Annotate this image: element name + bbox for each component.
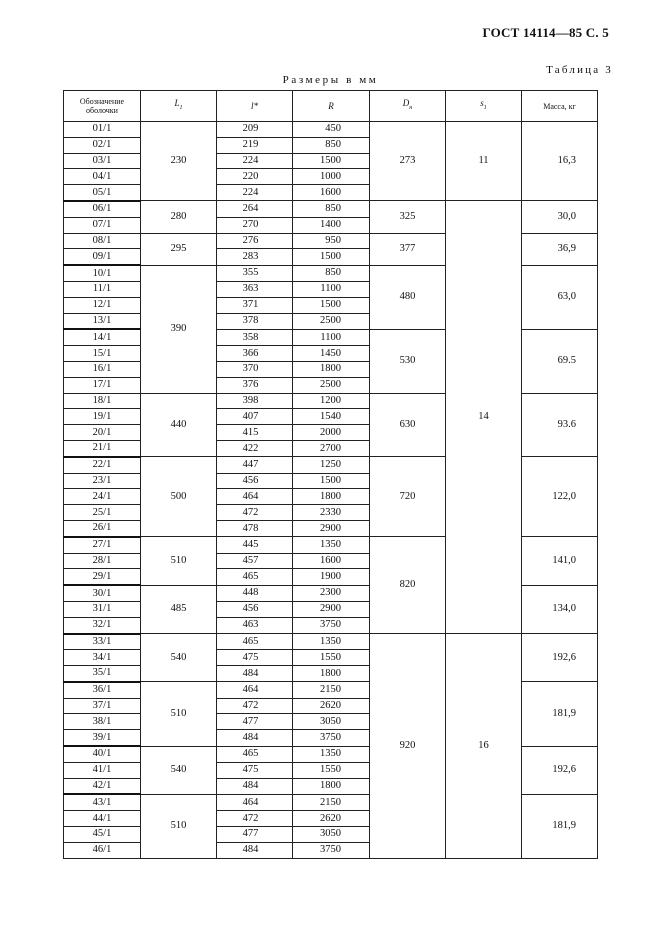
- designation-cell: 12/1: [64, 297, 141, 313]
- l-cell: 366: [217, 346, 293, 362]
- l-cell: 456: [217, 473, 293, 489]
- l-cell: 264: [217, 201, 293, 217]
- dn-cell: 377: [370, 233, 446, 265]
- header-dn: $D_н$: [370, 91, 446, 122]
- r-cell: 2620: [293, 811, 370, 827]
- dn-cell: 720: [370, 457, 446, 537]
- dimensions-table: [63, 90, 598, 859]
- r-cell: 450: [293, 122, 370, 138]
- designation-cell: 05/1: [64, 185, 141, 201]
- designation-cell: 30/1: [64, 585, 141, 601]
- l-cell: 370: [217, 361, 293, 377]
- mass-cell: 36,9: [522, 233, 598, 265]
- r-cell: 2330: [293, 505, 370, 521]
- mass-cell: 122,0: [522, 457, 598, 537]
- l-cell: 447: [217, 457, 293, 473]
- l1-cell: 295: [141, 233, 217, 265]
- mass-cell: 192,6: [522, 746, 598, 794]
- designation-cell: 03/1: [64, 153, 141, 169]
- l-cell: 472: [217, 811, 293, 827]
- r-cell: 2150: [293, 794, 370, 810]
- r-cell: 1540: [293, 409, 370, 425]
- l-cell: 407: [217, 409, 293, 425]
- designation-cell: 21/1: [64, 440, 141, 456]
- l-cell: 463: [217, 617, 293, 633]
- r-cell: 950: [293, 233, 370, 249]
- r-cell: 1200: [293, 393, 370, 409]
- dn-cell: 480: [370, 265, 446, 329]
- r-cell: 3050: [293, 714, 370, 730]
- l1-cell: 540: [141, 634, 217, 682]
- l-cell: 484: [217, 666, 293, 682]
- table-row: [64, 122, 598, 138]
- header-r: R: [293, 91, 370, 122]
- l-cell: 378: [217, 313, 293, 329]
- l-cell: 283: [217, 249, 293, 265]
- designation-cell: 19/1: [64, 409, 141, 425]
- designation-cell: 31/1: [64, 601, 141, 617]
- table-header-row: [64, 91, 598, 122]
- r-cell: 1800: [293, 778, 370, 794]
- r-cell: 1600: [293, 185, 370, 201]
- mass-cell: 141,0: [522, 537, 598, 585]
- r-cell: 1500: [293, 473, 370, 489]
- mass-cell: 69.5: [522, 329, 598, 393]
- r-cell: 3750: [293, 730, 370, 746]
- r-cell: 2500: [293, 377, 370, 393]
- l1-cell: 440: [141, 393, 217, 457]
- l-cell: 363: [217, 281, 293, 297]
- dn-cell: 820: [370, 537, 446, 634]
- designation-cell: 34/1: [64, 650, 141, 666]
- l-cell: 465: [217, 746, 293, 762]
- r-cell: 1350: [293, 746, 370, 762]
- r-cell: 1550: [293, 650, 370, 666]
- l1-cell: 390: [141, 265, 217, 393]
- r-cell: 2900: [293, 601, 370, 617]
- designation-cell: 26/1: [64, 520, 141, 536]
- r-cell: 2150: [293, 682, 370, 698]
- designation-cell: 14/1: [64, 329, 141, 345]
- mass-cell: 181,9: [522, 794, 598, 858]
- dn-cell: 325: [370, 201, 446, 233]
- l-cell: 464: [217, 489, 293, 505]
- l-cell: 465: [217, 569, 293, 585]
- designation-cell: 08/1: [64, 233, 141, 249]
- page-header: ГОСТ 14114—85 С. 5: [482, 25, 609, 40]
- table-label: Таблица 3: [546, 64, 613, 76]
- r-cell: 1500: [293, 297, 370, 313]
- r-cell: 1800: [293, 361, 370, 377]
- table-row: [64, 201, 598, 217]
- designation-cell: 07/1: [64, 217, 141, 233]
- l1-cell: 500: [141, 457, 217, 537]
- designation-cell: 13/1: [64, 313, 141, 329]
- l-cell: 475: [217, 762, 293, 778]
- designation-cell: 20/1: [64, 425, 141, 441]
- r-cell: 1500: [293, 153, 370, 169]
- l1-cell: 280: [141, 201, 217, 233]
- l1-cell: 510: [141, 682, 217, 746]
- designation-cell: 06/1: [64, 201, 141, 217]
- designation-cell: 33/1: [64, 634, 141, 650]
- l-cell: 415: [217, 425, 293, 441]
- designation-cell: 27/1: [64, 537, 141, 553]
- r-cell: 1100: [293, 329, 370, 345]
- l1-cell: 510: [141, 794, 217, 858]
- mass-cell: 30,0: [522, 201, 598, 233]
- l-cell: 475: [217, 650, 293, 666]
- l-cell: 478: [217, 520, 293, 536]
- r-cell: 2620: [293, 698, 370, 714]
- l-cell: 484: [217, 778, 293, 794]
- mass-cell: 93.6: [522, 393, 598, 457]
- designation-cell: 22/1: [64, 457, 141, 473]
- designation-cell: 42/1: [64, 778, 141, 794]
- r-cell: 1600: [293, 553, 370, 569]
- l-cell: 464: [217, 682, 293, 698]
- r-cell: 1350: [293, 634, 370, 650]
- mass-cell: 134,0: [522, 585, 598, 633]
- r-cell: 1550: [293, 762, 370, 778]
- designation-cell: 37/1: [64, 698, 141, 714]
- r-cell: 850: [293, 137, 370, 153]
- dn-cell: 630: [370, 393, 446, 457]
- designation-cell: 25/1: [64, 505, 141, 521]
- l-cell: 445: [217, 537, 293, 553]
- r-cell: 2900: [293, 520, 370, 536]
- l-cell: 219: [217, 137, 293, 153]
- l-cell: 465: [217, 634, 293, 650]
- designation-cell: 24/1: [64, 489, 141, 505]
- mass-cell: 16,3: [522, 122, 598, 201]
- l-cell: 448: [217, 585, 293, 601]
- mass-cell: 181,9: [522, 682, 598, 746]
- r-cell: 1400: [293, 217, 370, 233]
- l-cell: 484: [217, 842, 293, 858]
- designation-cell: 15/1: [64, 346, 141, 362]
- l-cell: 376: [217, 377, 293, 393]
- l-cell: 464: [217, 794, 293, 810]
- r-cell: 1100: [293, 281, 370, 297]
- designation-cell: 09/1: [64, 249, 141, 265]
- r-cell: 1800: [293, 666, 370, 682]
- mass-cell: 192,6: [522, 634, 598, 682]
- s1-cell: 11: [446, 122, 522, 201]
- r-cell: 1900: [293, 569, 370, 585]
- header-l: l*: [217, 91, 293, 122]
- header-designation: Обозначение оболочки: [64, 91, 141, 122]
- designation-cell: 32/1: [64, 617, 141, 633]
- designation-cell: 04/1: [64, 169, 141, 185]
- r-cell: 1250: [293, 457, 370, 473]
- dn-cell: 920: [370, 634, 446, 859]
- designation-cell: 23/1: [64, 473, 141, 489]
- designation-cell: 35/1: [64, 666, 141, 682]
- r-cell: 2700: [293, 440, 370, 456]
- l-cell: 220: [217, 169, 293, 185]
- designation-cell: 36/1: [64, 682, 141, 698]
- header-s1: $s_1$: [446, 91, 522, 122]
- l1-cell: 230: [141, 122, 217, 201]
- l-cell: 484: [217, 730, 293, 746]
- designation-cell: 02/1: [64, 137, 141, 153]
- r-cell: 2500: [293, 313, 370, 329]
- designation-cell: 46/1: [64, 842, 141, 858]
- table-row: [64, 634, 598, 650]
- l-cell: 456: [217, 601, 293, 617]
- r-cell: 1450: [293, 346, 370, 362]
- r-cell: 1000: [293, 169, 370, 185]
- l-cell: 472: [217, 505, 293, 521]
- header-mass: Масса, кг: [522, 91, 598, 122]
- designation-cell: 43/1: [64, 794, 141, 810]
- designation-cell: 41/1: [64, 762, 141, 778]
- designation-cell: 40/1: [64, 746, 141, 762]
- designation-cell: 18/1: [64, 393, 141, 409]
- r-cell: 2300: [293, 585, 370, 601]
- dn-cell: 273: [370, 122, 446, 201]
- l-cell: 209: [217, 122, 293, 138]
- designation-cell: 29/1: [64, 569, 141, 585]
- designation-cell: 38/1: [64, 714, 141, 730]
- table-caption: Размеры в мм: [282, 74, 379, 86]
- designation-cell: 28/1: [64, 553, 141, 569]
- l-cell: 472: [217, 698, 293, 714]
- r-cell: 3750: [293, 842, 370, 858]
- l1-cell: 540: [141, 746, 217, 794]
- header-l1: $L_1$: [141, 91, 217, 122]
- l-cell: 398: [217, 393, 293, 409]
- table-body: [64, 122, 598, 859]
- r-cell: 850: [293, 201, 370, 217]
- designation-cell: 11/1: [64, 281, 141, 297]
- l-cell: 276: [217, 233, 293, 249]
- r-cell: 3050: [293, 827, 370, 843]
- designation-cell: 16/1: [64, 361, 141, 377]
- l-cell: 422: [217, 440, 293, 456]
- l1-cell: 485: [141, 585, 217, 633]
- r-cell: 850: [293, 265, 370, 281]
- l-cell: 224: [217, 185, 293, 201]
- l-cell: 224: [217, 153, 293, 169]
- l-cell: 358: [217, 329, 293, 345]
- l-cell: 457: [217, 553, 293, 569]
- s1-cell: 16: [446, 634, 522, 859]
- l-cell: 477: [217, 827, 293, 843]
- mass-cell: 63,0: [522, 265, 598, 329]
- designation-cell: 44/1: [64, 811, 141, 827]
- designation-cell: 01/1: [64, 122, 141, 138]
- l-cell: 355: [217, 265, 293, 281]
- l-cell: 371: [217, 297, 293, 313]
- r-cell: 1350: [293, 537, 370, 553]
- l1-cell: 510: [141, 537, 217, 585]
- designation-cell: 17/1: [64, 377, 141, 393]
- designation-cell: 45/1: [64, 827, 141, 843]
- designation-cell: 39/1: [64, 730, 141, 746]
- l-cell: 477: [217, 714, 293, 730]
- designation-cell: 10/1: [64, 265, 141, 281]
- r-cell: 1800: [293, 489, 370, 505]
- r-cell: 1500: [293, 249, 370, 265]
- r-cell: 3750: [293, 617, 370, 633]
- dn-cell: 530: [370, 329, 446, 393]
- s1-cell: 14: [446, 201, 522, 634]
- l-cell: 270: [217, 217, 293, 233]
- r-cell: 2000: [293, 425, 370, 441]
